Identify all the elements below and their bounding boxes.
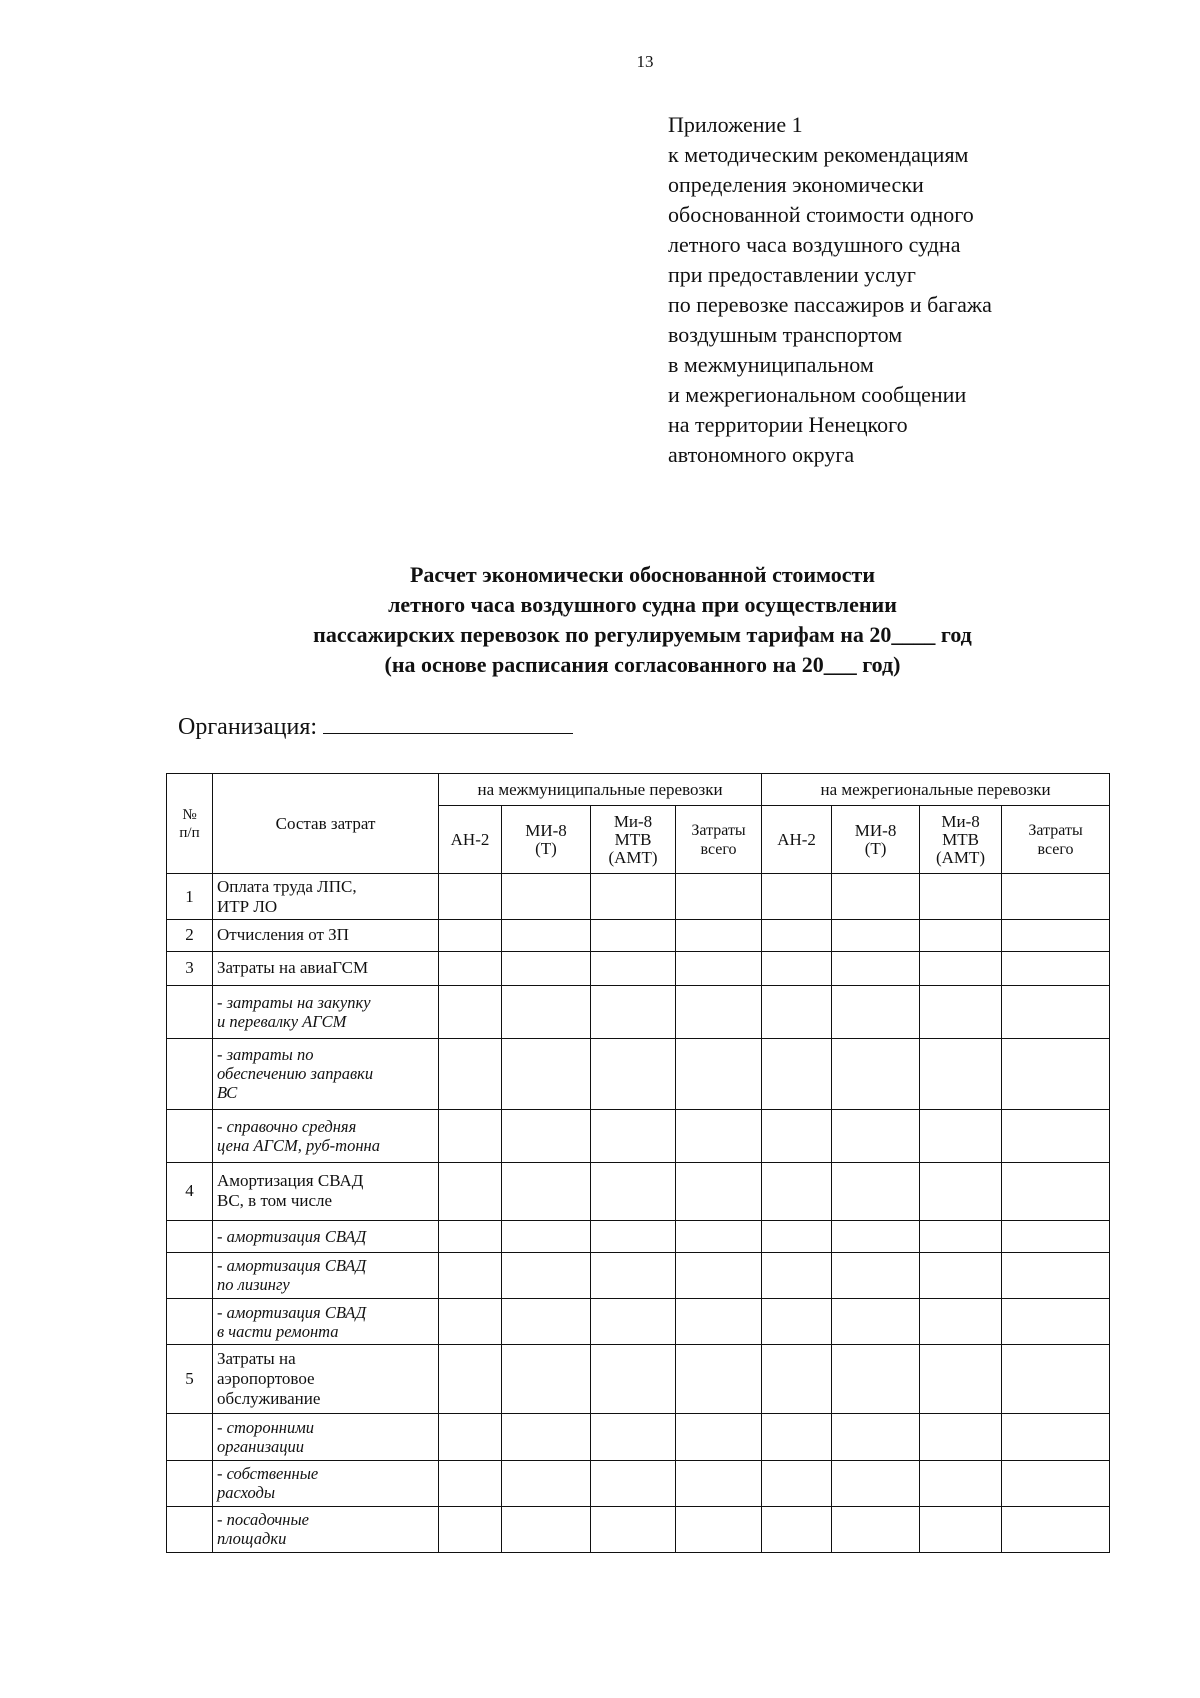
table-row <box>167 1162 1110 1221</box>
cost-item-line: - сторонними <box>217 1417 315 1437</box>
aircraft-header-line: МИ-8 <box>854 820 897 840</box>
empty-value-cell <box>591 1221 676 1252</box>
appendix-line: летного часа воздушного судна <box>668 232 961 257</box>
aircraft-header-line: Ми-8 <box>613 811 653 831</box>
cost-item-line: Затраты на авиаГСМ <box>217 958 369 978</box>
empty-value-cell <box>1002 1110 1110 1162</box>
empty-value-cell <box>762 1414 832 1460</box>
empty-value-cell <box>1002 1345 1110 1414</box>
empty-value-cell <box>1002 1252 1110 1298</box>
empty-value-cell <box>1002 1298 1110 1344</box>
cost-item-line: Отчисления от ЗП <box>217 925 349 945</box>
empty-value-cell <box>439 1460 502 1506</box>
group-header-interregional: на межрегиональные перевозки <box>762 774 1110 806</box>
empty-value-cell <box>762 951 832 986</box>
cost-item-line: - справочно средняя <box>217 1116 357 1136</box>
aircraft-header-line: АН-2 <box>450 829 490 849</box>
empty-value-cell <box>502 1506 591 1552</box>
empty-value-cell <box>920 951 1002 986</box>
empty-value-cell <box>762 1162 832 1221</box>
page-number: 13 <box>636 52 654 71</box>
empty-value-cell <box>832 986 920 1038</box>
empty-value-cell <box>762 1252 832 1298</box>
appendix-block <box>668 110 1088 470</box>
empty-value-cell <box>920 1110 1002 1162</box>
appendix-line: воздушным транспортом <box>668 322 903 347</box>
empty-value-cell <box>676 1110 762 1162</box>
table-row <box>167 1414 1110 1460</box>
cost-item-line: расходы <box>217 1483 276 1503</box>
empty-value-cell <box>676 1460 762 1506</box>
organization-field <box>178 713 573 741</box>
empty-value-cell <box>502 1110 591 1162</box>
num-header-line: п/п <box>179 824 200 841</box>
empty-value-cell <box>832 1298 920 1344</box>
empty-value-cell <box>832 920 920 951</box>
num-header-line: № <box>182 806 197 823</box>
cost-item-line: организации <box>217 1436 305 1456</box>
empty-value-cell <box>591 920 676 951</box>
empty-value-cell <box>439 1345 502 1414</box>
empty-value-cell <box>832 1038 920 1109</box>
cost-subitem-label <box>213 1221 439 1252</box>
title-line: пассажирских перевозок по регулируемым тарифам на 20____ год <box>313 622 972 647</box>
row-number <box>167 1506 213 1552</box>
table-row <box>167 986 1110 1038</box>
aircraft-header-line: Затраты <box>691 821 746 839</box>
empty-value-cell <box>502 874 591 920</box>
empty-value-cell <box>591 1252 676 1298</box>
empty-value-cell <box>591 1162 676 1221</box>
table-row <box>167 951 1110 986</box>
row-number: 3 <box>167 951 213 986</box>
empty-value-cell <box>591 1414 676 1460</box>
empty-value-cell <box>591 1506 676 1552</box>
empty-value-cell <box>920 1414 1002 1460</box>
group-header-intermunicipal: на межмуниципальные перевозки <box>439 774 762 806</box>
cost-item-line: - затраты по <box>217 1045 314 1065</box>
empty-value-cell <box>832 1252 920 1298</box>
cost-item-line: обслуживание <box>217 1389 321 1409</box>
cost-subitem-label <box>213 986 439 1038</box>
empty-value-cell <box>1002 1506 1110 1552</box>
aircraft-header-line: Ми-8 <box>941 811 980 831</box>
table-row <box>167 874 1110 920</box>
empty-value-cell <box>832 1460 920 1506</box>
cost-subitem-label <box>213 1252 439 1298</box>
cost-item-line: аэропортовое <box>217 1369 315 1389</box>
document-title <box>235 560 1050 680</box>
empty-value-cell <box>1002 1162 1110 1221</box>
empty-value-cell <box>832 874 920 920</box>
empty-value-cell <box>920 1162 1002 1221</box>
row-number <box>167 1038 213 1109</box>
aircraft-header-line: МТВ <box>942 829 979 849</box>
aircraft-header-line: (Т) <box>535 838 557 858</box>
empty-value-cell <box>1002 1038 1110 1109</box>
empty-value-cell <box>1002 874 1110 920</box>
empty-value-cell <box>920 920 1002 951</box>
empty-value-cell <box>762 1038 832 1109</box>
cost-item-label <box>213 874 439 920</box>
cost-item-line: Оплата труда ЛПС, <box>217 876 357 896</box>
aircraft-header-line: МИ-8 <box>525 820 567 840</box>
empty-value-cell <box>1002 986 1110 1038</box>
empty-value-cell <box>439 986 502 1038</box>
empty-value-cell <box>920 1298 1002 1344</box>
empty-value-cell <box>676 1506 762 1552</box>
table-row <box>167 1506 1110 1552</box>
empty-value-cell <box>676 874 762 920</box>
cost-item-line: обеспечению заправки <box>217 1064 374 1084</box>
table-row <box>167 1038 1110 1109</box>
aircraft-header <box>502 806 591 874</box>
aircraft-header <box>832 806 920 874</box>
row-number <box>167 1460 213 1506</box>
empty-value-cell <box>502 1252 591 1298</box>
row-number: 4 <box>167 1162 213 1221</box>
empty-value-cell <box>832 1506 920 1552</box>
cost-item-line: - амортизация СВАД <box>217 1302 367 1322</box>
aircraft-header-line: Затраты <box>1028 821 1083 839</box>
cost-item-line: цена АГСМ, руб-тонна <box>217 1135 380 1155</box>
empty-value-cell <box>439 1221 502 1252</box>
empty-value-cell <box>920 1460 1002 1506</box>
empty-value-cell <box>762 874 832 920</box>
cost-subitem-label <box>213 1506 439 1552</box>
empty-value-cell <box>439 1038 502 1109</box>
empty-value-cell <box>502 1221 591 1252</box>
empty-value-cell <box>762 986 832 1038</box>
cost-subitem-label <box>213 1460 439 1506</box>
appendix-line: на территории Ненецкого <box>668 412 908 437</box>
empty-value-cell <box>1002 1460 1110 1506</box>
empty-value-cell <box>439 874 502 920</box>
row-number: 1 <box>167 874 213 920</box>
table-row <box>167 1221 1110 1252</box>
row-number <box>167 1252 213 1298</box>
title-line: Расчет экономически обоснованной стоимости <box>409 562 876 587</box>
empty-value-cell <box>1002 951 1110 986</box>
num-header <box>167 774 213 874</box>
aircraft-header-line: всего <box>700 840 737 858</box>
empty-value-cell <box>920 1038 1002 1109</box>
empty-value-cell <box>676 1221 762 1252</box>
empty-value-cell <box>439 1110 502 1162</box>
empty-value-cell <box>591 951 676 986</box>
cost-item-line: Затраты на <box>217 1349 296 1369</box>
table-row <box>167 1345 1110 1414</box>
empty-value-cell <box>920 1506 1002 1552</box>
empty-value-cell <box>676 1162 762 1221</box>
cost-subitem-label <box>213 1414 439 1460</box>
empty-value-cell <box>676 1038 762 1109</box>
aircraft-header <box>762 806 832 874</box>
cost-table <box>166 773 1110 1553</box>
aircraft-header <box>439 806 502 874</box>
cost-subitem-label <box>213 1038 439 1109</box>
cost-item-label <box>213 1345 439 1414</box>
appendix-line: автономного округа <box>668 442 855 467</box>
cost-item-label <box>213 951 439 986</box>
cost-item-label <box>213 1162 439 1221</box>
table-row <box>167 1298 1110 1344</box>
empty-value-cell <box>1002 1414 1110 1460</box>
cost-item-line: и перевалку АГСМ <box>217 1012 347 1031</box>
table-row <box>167 1252 1110 1298</box>
cost-item-label <box>213 920 439 951</box>
cost-item-line: - амортизация СВАД <box>217 1256 367 1276</box>
empty-value-cell <box>502 1298 591 1344</box>
appendix-line: Приложение 1 <box>668 112 803 137</box>
empty-value-cell <box>762 920 832 951</box>
empty-value-cell <box>591 1038 676 1109</box>
empty-value-cell <box>502 986 591 1038</box>
empty-value-cell <box>1002 920 1110 951</box>
empty-value-cell <box>591 986 676 1038</box>
table-row <box>167 920 1110 951</box>
empty-value-cell <box>676 951 762 986</box>
empty-value-cell <box>439 1506 502 1552</box>
empty-value-cell <box>762 1298 832 1344</box>
empty-value-cell <box>762 1506 832 1552</box>
empty-value-cell <box>676 1345 762 1414</box>
appendix-line: определения экономически <box>668 172 924 197</box>
cost-item-line: - амортизация СВАД <box>217 1227 367 1247</box>
cost-subitem-label <box>213 1298 439 1344</box>
empty-value-cell <box>832 951 920 986</box>
empty-value-cell <box>439 1162 502 1221</box>
aircraft-header-line: всего <box>1037 840 1074 858</box>
appendix-line: в межмуниципальном <box>668 352 874 377</box>
empty-value-cell <box>832 1162 920 1221</box>
aircraft-header <box>676 806 762 874</box>
cost-item-line: ВС <box>217 1083 238 1103</box>
row-number <box>167 1298 213 1344</box>
row-number <box>167 1221 213 1252</box>
appendix-line: при предоставлении услуг <box>668 262 916 287</box>
organization-label: Организация: <box>178 714 318 740</box>
row-number: 5 <box>167 1345 213 1414</box>
row-number <box>167 1414 213 1460</box>
appendix-line: обоснованной стоимости одного <box>668 202 974 227</box>
empty-value-cell <box>832 1345 920 1414</box>
empty-value-cell <box>591 1110 676 1162</box>
aircraft-header-line: МТВ <box>614 829 652 849</box>
cost-item-line: в части ремонта <box>217 1321 339 1341</box>
empty-value-cell <box>762 1345 832 1414</box>
empty-value-cell <box>676 920 762 951</box>
empty-value-cell <box>502 951 591 986</box>
empty-value-cell <box>502 1038 591 1109</box>
empty-value-cell <box>676 986 762 1038</box>
composition-header: Состав затрат <box>213 774 439 874</box>
empty-value-cell <box>920 1221 1002 1252</box>
aircraft-header <box>920 806 1002 874</box>
cost-item-line: площадки <box>217 1529 287 1549</box>
title-line: летного часа воздушного судна при осуществлении <box>388 592 897 617</box>
aircraft-header <box>591 806 676 874</box>
aircraft-header-line: (Т) <box>864 838 887 858</box>
title-line: (на основе расписания согласованного на 20___ год) <box>384 652 901 677</box>
appendix-line: по перевозке пассажиров и багажа <box>668 292 992 317</box>
empty-value-cell <box>502 1460 591 1506</box>
aircraft-header-line: АН-2 <box>777 829 816 849</box>
table-row <box>167 1110 1110 1162</box>
empty-value-cell <box>920 1345 1002 1414</box>
cost-item-line: ВС, в том числе <box>217 1191 333 1211</box>
table-row <box>167 1460 1110 1506</box>
organization-blank-line <box>323 713 573 734</box>
empty-value-cell <box>676 1252 762 1298</box>
empty-value-cell <box>832 1221 920 1252</box>
cost-item-line: ИТР ЛО <box>217 896 278 916</box>
cost-item-line: - собственные <box>217 1464 319 1484</box>
cost-item-line: по лизингу <box>217 1275 290 1295</box>
aircraft-header <box>1002 806 1110 874</box>
empty-value-cell <box>920 874 1002 920</box>
empty-value-cell <box>439 1252 502 1298</box>
empty-value-cell <box>591 874 676 920</box>
row-number: 2 <box>167 920 213 951</box>
empty-value-cell <box>762 1221 832 1252</box>
empty-value-cell <box>439 920 502 951</box>
appendix-line: к методическим рекомендациям <box>668 142 969 167</box>
cost-item-line: Амортизация СВАД <box>217 1171 364 1191</box>
empty-value-cell <box>676 1414 762 1460</box>
empty-value-cell <box>832 1414 920 1460</box>
empty-value-cell <box>676 1298 762 1344</box>
cost-item-line: - посадочные <box>217 1510 309 1530</box>
empty-value-cell <box>920 1252 1002 1298</box>
empty-value-cell <box>502 1414 591 1460</box>
cost-item-line: - затраты на закупку <box>217 993 371 1012</box>
empty-value-cell <box>832 1110 920 1162</box>
empty-value-cell <box>591 1460 676 1506</box>
appendix-line: и межрегиональном сообщении <box>668 382 967 407</box>
empty-value-cell <box>439 1298 502 1344</box>
empty-value-cell <box>762 1110 832 1162</box>
row-number <box>167 1110 213 1162</box>
empty-value-cell <box>502 920 591 951</box>
empty-value-cell <box>591 1298 676 1344</box>
empty-value-cell <box>1002 1221 1110 1252</box>
empty-value-cell <box>920 986 1002 1038</box>
empty-value-cell <box>502 1345 591 1414</box>
aircraft-header-line: (АМТ) <box>608 847 658 867</box>
empty-value-cell <box>439 1414 502 1460</box>
empty-value-cell <box>439 951 502 986</box>
empty-value-cell <box>762 1460 832 1506</box>
empty-value-cell <box>502 1162 591 1221</box>
cost-subitem-label <box>213 1110 439 1162</box>
row-number <box>167 986 213 1038</box>
aircraft-header-line: (АМТ) <box>935 847 986 867</box>
empty-value-cell <box>591 1345 676 1414</box>
